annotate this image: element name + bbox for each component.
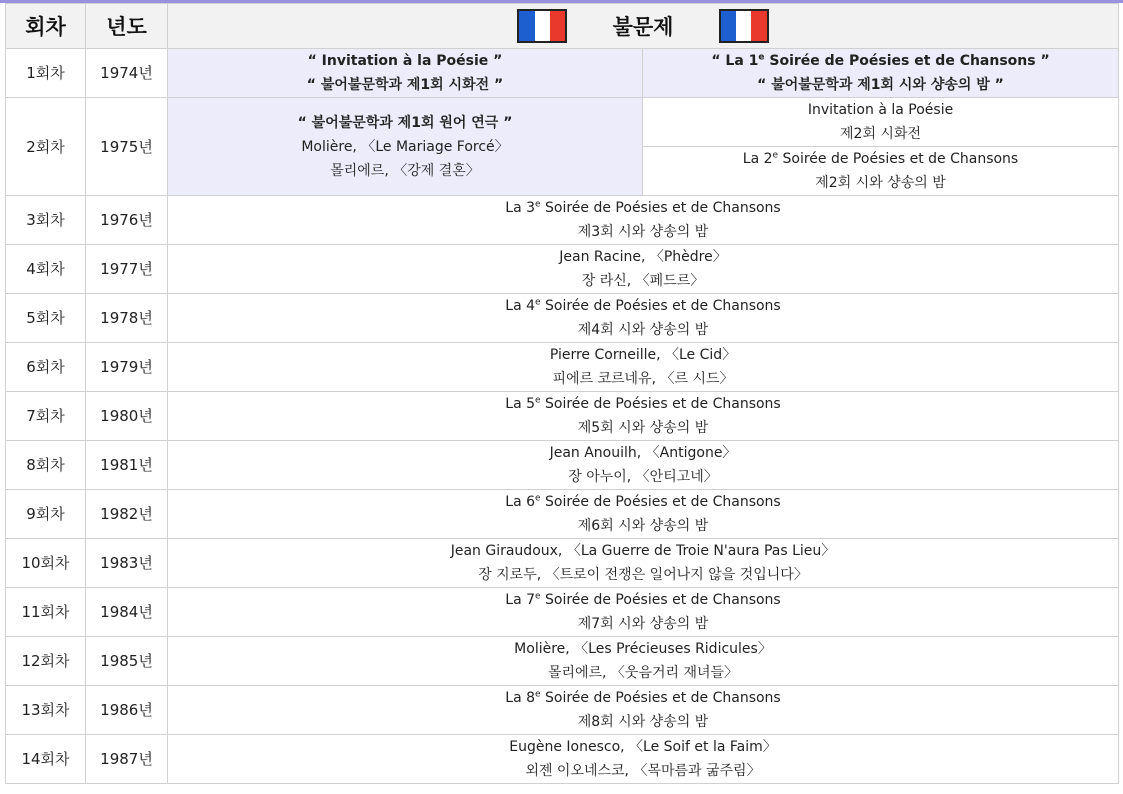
event-cell — [168, 490, 1119, 539]
header-year: 년도 — [86, 4, 168, 49]
event-cell-left — [168, 98, 643, 196]
event-line: 제7회 시와 샹송의 밤 — [577, 616, 709, 632]
event-subtable — [643, 98, 1118, 195]
round-cell: 13회차 — [6, 686, 86, 735]
event-cell — [168, 637, 1119, 686]
event-line: “ La 1e Soirée de Poésies et de Chansons ” — [711, 52, 1050, 69]
event-line: 제6회 시와 샹송의 밤 — [577, 518, 709, 534]
event-cell — [168, 245, 1119, 294]
performance-history-table — [5, 3, 1119, 784]
table-row — [6, 686, 1119, 735]
table-row — [6, 98, 1119, 196]
table-row — [6, 441, 1119, 490]
event-cell-right — [643, 98, 1119, 196]
table-row — [6, 49, 1119, 98]
round-cell: 6회차 — [6, 343, 86, 392]
event-line: Molière, 〈Le Mariage Forcé〉 — [301, 138, 509, 155]
round-cell: 3회차 — [6, 196, 86, 245]
event-line: Pierre Corneille, 〈Le Cid〉 — [549, 347, 737, 363]
event-subcell — [643, 98, 1118, 147]
event-line: La 5e Soirée de Poésies et de Chansons — [505, 395, 781, 412]
event-line: La 3e Soirée de Poésies et de Chansons — [505, 199, 781, 216]
event-cell — [168, 539, 1119, 588]
event-line: 피에르 코르네유, 〈르 시드〉 — [552, 371, 734, 387]
event-cell — [168, 196, 1119, 245]
year-cell: 1974년 — [86, 49, 168, 98]
event-line: La 8e Soirée de Poésies et de Chansons — [505, 689, 781, 706]
header-round: 회차 — [6, 4, 86, 49]
event-line: 제2회 시화전 — [840, 126, 921, 142]
round-cell: 11회차 — [6, 588, 86, 637]
event-line: La 7e Soirée de Poésies et de Chansons — [505, 591, 781, 608]
event-subcell — [643, 147, 1118, 196]
event-line: 제4회 시와 샹송의 밤 — [577, 322, 709, 338]
year-cell: 1978년 — [86, 294, 168, 343]
table-row — [6, 343, 1119, 392]
round-cell: 9회차 — [6, 490, 86, 539]
table-row — [6, 294, 1119, 343]
event-line: Jean Anouilh, 〈Antigone〉 — [549, 445, 737, 461]
event-line: 장 아누이, 〈안티고네〉 — [568, 469, 718, 485]
year-cell: 1981년 — [86, 441, 168, 490]
table-row — [6, 735, 1119, 784]
event-line: 몰리에르, 〈웃음거리 재녀들〉 — [547, 665, 739, 681]
table-row — [6, 392, 1119, 441]
event-line: Eugène Ionesco, 〈Le Soif et la Faim〉 — [509, 739, 777, 755]
year-cell: 1979년 — [86, 343, 168, 392]
event-line: 장 라신, 〈페드르〉 — [581, 273, 705, 289]
round-cell: 12회차 — [6, 637, 86, 686]
round-cell: 10회차 — [6, 539, 86, 588]
year-cell: 1977년 — [86, 245, 168, 294]
event-cell — [168, 392, 1119, 441]
year-cell: 1975년 — [86, 98, 168, 196]
round-cell: 2회차 — [6, 98, 86, 196]
event-line: 외젠 이오네스코, 〈목마름과 굶주림〉 — [525, 763, 761, 779]
event-line: La 2e Soirée de Poésies et de Chansons — [742, 150, 1019, 167]
header-title: 불문제 — [612, 15, 674, 39]
event-cell — [168, 588, 1119, 637]
french-flag-icon — [517, 9, 567, 43]
event-cell — [168, 735, 1119, 784]
event-line: 제5회 시와 샹송의 밤 — [577, 420, 709, 436]
french-flag-icon — [719, 9, 769, 43]
round-cell: 4회차 — [6, 245, 86, 294]
round-cell: 5회차 — [6, 294, 86, 343]
year-cell: 1982년 — [86, 490, 168, 539]
event-line: Invitation à la Poésie — [807, 102, 954, 118]
event-line: Jean Giraudoux, 〈La Guerre de Troie N'aura Pas Lieu〉 — [450, 543, 836, 559]
event-line: 제2회 시와 샹송의 밤 — [815, 175, 946, 191]
table-row — [6, 196, 1119, 245]
event-line: 제8회 시와 샹송의 밤 — [577, 714, 709, 730]
table-row — [6, 637, 1119, 686]
year-cell: 1980년 — [86, 392, 168, 441]
event-cell — [168, 686, 1119, 735]
event-cell-right — [643, 49, 1119, 98]
round-cell: 1회차 — [6, 49, 86, 98]
round-cell: 8회차 — [6, 441, 86, 490]
event-line: 몰리에르, 〈강제 결혼〉 — [330, 162, 480, 179]
event-cell — [168, 343, 1119, 392]
event-cell — [168, 294, 1119, 343]
header-title-cell — [168, 4, 1119, 49]
year-cell: 1984년 — [86, 588, 168, 637]
event-line: 장 지로두, 〈트로이 전쟁은 일어나지 않을 것입니다〉 — [478, 567, 808, 583]
table-row — [6, 539, 1119, 588]
year-cell: 1986년 — [86, 686, 168, 735]
table-row — [6, 588, 1119, 637]
round-cell: 7회차 — [6, 392, 86, 441]
table-row — [6, 490, 1119, 539]
event-line: “ 불어불문학과 제1회 시화전 ” — [306, 77, 504, 93]
event-line: “ 불어불문학과 제1회 원어 연극 ” — [297, 114, 513, 131]
header-row — [6, 4, 1119, 49]
event-line: 제3회 시와 샹송의 밤 — [577, 224, 709, 240]
year-cell: 1985년 — [86, 637, 168, 686]
event-line: “ 불어불문학과 제1회 시와 샹송의 밤 ” — [757, 77, 1004, 93]
event-line: “ Invitation à la Poésie ” — [307, 53, 503, 69]
event-cell-left — [168, 49, 643, 98]
year-cell: 1983년 — [86, 539, 168, 588]
event-line: Jean Racine, 〈Phèdre〉 — [559, 249, 727, 265]
event-line: La 4e Soirée de Poésies et de Chansons — [505, 297, 781, 314]
event-line: La 6e Soirée de Poésies et de Chansons — [505, 493, 781, 510]
event-line: Molière, 〈Les Précieuses Ridicules〉 — [514, 641, 772, 657]
year-cell: 1987년 — [86, 735, 168, 784]
table-row — [6, 245, 1119, 294]
event-cell — [168, 441, 1119, 490]
year-cell: 1976년 — [86, 196, 168, 245]
round-cell: 14회차 — [6, 735, 86, 784]
